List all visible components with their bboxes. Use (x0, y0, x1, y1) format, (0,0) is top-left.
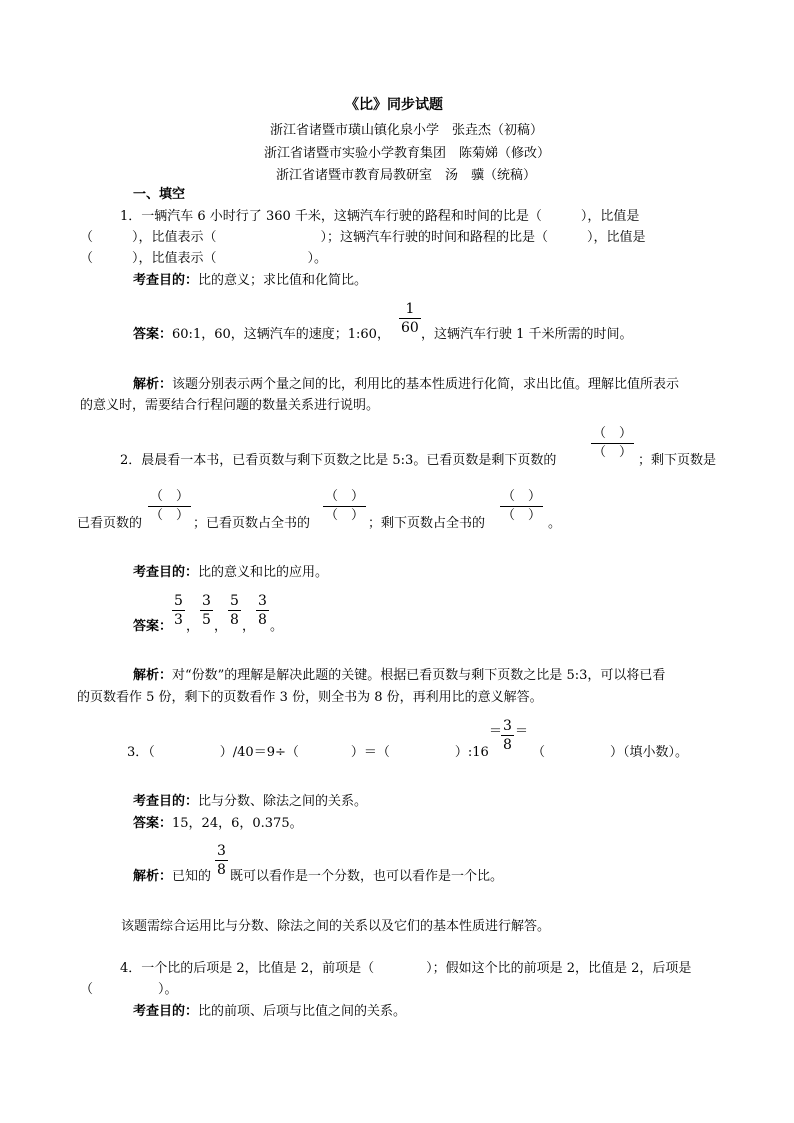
q1-purpose (133, 272, 367, 290)
q2-line-2-a: 已看页数的 (77, 516, 143, 531)
fraction-numerator: （ ） (591, 425, 634, 444)
q2-answer-fraction-3 (228, 592, 241, 629)
answer-label: 答案： (133, 327, 173, 342)
q3-equals-1: ＝ (489, 724, 503, 739)
q2-line-2-d: 。 (548, 516, 562, 531)
fraction-numerator: 3 (202, 593, 211, 609)
purpose-label: 考查目的： (133, 794, 199, 809)
q2-answer-sep-2: ， (214, 619, 228, 634)
analysis-text: 已知的 (172, 869, 212, 884)
q2-answer-fraction-4 (256, 592, 269, 629)
fraction-numerator: （ ） (500, 488, 543, 507)
purpose-label: 考查目的： (133, 565, 199, 580)
q1-analysis-2: 的意义时，需要结合行程问题的数量关系进行说明。 (80, 398, 380, 413)
q1-answer-fraction (399, 300, 421, 337)
purpose-text: 比的意义和比的应用。 (198, 565, 329, 580)
q1-line-2: （ ），比值表示（ ）；这辆汽车行驶的时间和路程的比是（ ），比值是 (80, 230, 646, 245)
q4-purpose (133, 1003, 406, 1021)
analysis-label: 解析： (133, 668, 173, 683)
purpose-label: 考查目的： (133, 273, 199, 288)
purpose-text: 比的前项、后项与比值之间的关系。 (198, 1004, 407, 1019)
author-line-3: 浙江省诸暨市教育局教研室 汤 骥（统稿） (276, 168, 537, 183)
fraction-numerator: （ ） (323, 488, 366, 507)
analysis-text: 该题分别表示两个量之间的比，利用比的基本性质进行化简，求出比值。理解比值所表示 (172, 377, 680, 392)
q2-line-2-b: ；已看页数占全书的 (193, 516, 311, 531)
q2-answer-fraction-1 (172, 592, 185, 629)
q3-answer (133, 815, 303, 833)
q2-answer-fraction-2 (200, 592, 213, 629)
q1-answer-b: ，这辆汽车行驶 1 千米所需的时间。 (421, 327, 633, 342)
fraction-denominator: （ ） (502, 508, 542, 523)
q3-analysis-2: 该题需综合运用比与分数、除法之间的关系以及它们的基本性质进行解答。 (121, 919, 551, 934)
q3-analysis-b: 既可以看作是一个分数，也可以看作是一个比。 (230, 869, 504, 884)
q1-answer-a (133, 326, 390, 344)
q3-analysis-fraction (215, 842, 228, 879)
purpose-text: 比与分数、除法之间的关系。 (198, 794, 368, 809)
fraction-denominator: 8 (503, 737, 512, 753)
q4-line-1: 4．一个比的后项是 2，比值是 2，前项是（ ）；假如这个比的前项是 2，比值是 2，后项是 (120, 961, 692, 976)
fraction-numerator: （ ） (148, 488, 191, 507)
author-line-1: 浙江省诸暨市璜山镇化泉小学 张垚杰（初稿） (270, 123, 544, 138)
fraction-denominator: 5 (202, 612, 211, 628)
fraction-denominator: 8 (258, 612, 267, 628)
fraction-denominator: （ ） (150, 508, 190, 523)
analysis-label: 解析： (133, 869, 173, 884)
q3-line-b: （ ）（填小数）。 (532, 745, 689, 760)
page-title: 《比》同步试题 (345, 97, 443, 113)
q2-analysis-1 (133, 667, 665, 685)
fraction-denominator: （ ） (593, 445, 633, 460)
answer-label: 答案： (133, 816, 173, 831)
q2-line-2-c: ；剩下页数占全书的 (368, 516, 486, 531)
q3-analysis-a (133, 868, 211, 886)
fraction-denominator: 8 (230, 612, 239, 628)
section-heading: 一、填空 (133, 187, 186, 202)
q2-answer-label: 答案： (133, 619, 173, 634)
q1-analysis-1 (133, 376, 679, 394)
analysis-label: 解析： (133, 377, 173, 392)
q2-blank-fraction-2[interactable] (148, 488, 191, 525)
fraction-numerator: 3 (217, 843, 226, 859)
purpose-text: 比的意义；求比值和化简比。 (198, 273, 368, 288)
author-line-2: 浙江省诸暨市实验小学教育集团 陈菊娣（修改） (264, 146, 551, 161)
fraction-numerator: 5 (230, 593, 239, 609)
fraction-denominator: 8 (217, 862, 226, 878)
q4-line-2: （ ）。 (80, 982, 178, 997)
q1-line-3: （ ），比值表示（ ）。 (80, 251, 328, 266)
fraction-denominator: 60 (401, 320, 419, 336)
fraction-denominator: 3 (174, 612, 183, 628)
analysis-text: 对“份数”的理解是解决此题的关键。根据已看页数与剩下页数之比是 5:3，可以将已看 (172, 668, 666, 683)
q1-line-1: 1．一辆汽车 6 小时行了 360 千米，这辆汽车行驶的路程和时间的比是（ ），比值是 (120, 209, 640, 224)
fraction-numerator: 5 (174, 593, 183, 609)
answer-text: 15，24，6，0.375。 (172, 816, 303, 831)
q3-fraction (501, 717, 514, 754)
purpose-label: 考查目的： (133, 1004, 199, 1019)
fraction-numerator: 3 (503, 718, 512, 734)
q2-blank-fraction-4[interactable] (500, 488, 543, 525)
fraction-denominator: （ ） (325, 508, 365, 523)
q2-purpose (133, 564, 328, 582)
q2-answer-sep-1: ， (186, 619, 200, 634)
fraction-numerator: 3 (258, 593, 267, 609)
answer-text: 60:1，60，这辆汽车的速度；1:60， (172, 327, 390, 342)
q2-analysis-2: 的页数看作 5 份，剩下的页数看作 3 份，则全书为 8 份，再利用比的意义解答。 (77, 690, 543, 705)
q3-line-a: 3．（ ）/40＝9÷（ ）＝（ ）:16 (127, 745, 489, 760)
q2-blank-fraction-3[interactable] (323, 488, 366, 525)
q2-answer-sep-3: ， (242, 619, 256, 634)
q2-line-1-end: ；剩下页数是 (638, 453, 717, 468)
q2-blank-fraction-1[interactable] (591, 425, 634, 462)
q3-purpose (133, 793, 367, 811)
fraction-numerator: 1 (399, 300, 421, 319)
q2-answer-sep-4: 。 (270, 619, 284, 634)
q2-line-1: 2．晨晨看一本书，已看页数与剩下页数之比是 5:3。已看页数是剩下页数的 (120, 453, 557, 468)
q3-equals-2: ＝ (515, 724, 529, 739)
